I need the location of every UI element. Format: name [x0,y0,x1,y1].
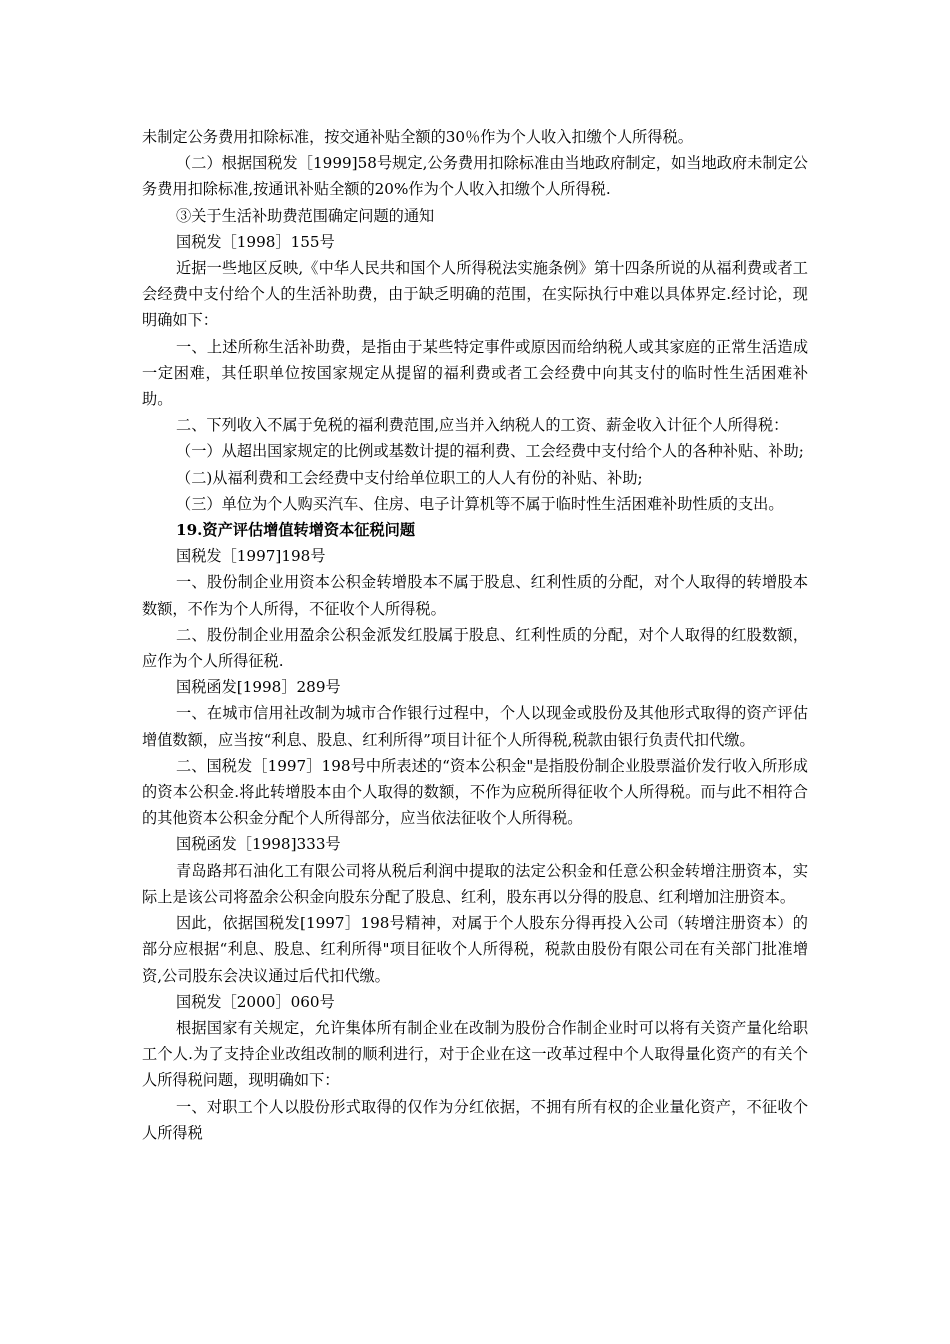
document-body [142,124,808,1146]
paragraph: 国税发［1998］155号 [176,232,335,251]
paragraph: 一、在城市信用社改制为城市合作银行过程中，个人以现金或股份及其他形式取得的资产评估增值数额，应当按“利息、股息、红利所得”项目计征个人所得税,税款由银行负责代扣代缴。 [142,704,808,749]
paragraph: （三）单位为个人购买汽车、住房、电子计算机等不属于临时性生活困难补助性质的支出。 [176,494,784,513]
paragraph: 一、股份制企业用资本公积金转增股本不属于股息、红利性质的分配，对个人取得的转增股本数额，不作为个人所得，不征收个人所得税。 [142,573,808,618]
paragraph: （二)从福利费和工会经费中支付给单位职工的人人有份的补贴、补助; [176,468,643,487]
paragraph: （二）根据国税发［1999]58号规定,公务费用扣除标准由当地政府制定，如当地政府未制定公务费用扣除标准,按通讯补贴全额的20%作为个人收入扣缴个人所得税. [142,154,808,199]
paragraph: 国税函发[1998］289号 [176,678,341,697]
paragraph: （一）从超出国家规定的比例或基数计提的福利费、工会经费中支付给个人的各种补贴、补助; [176,442,804,461]
paragraph: ③关于生活补助费范围确定问题的通知 [176,206,435,225]
paragraph: 因此，依据国税发[1997］198号精神，对属于个人股东分得再投入公司（转增注册资本）的部分应根据“利息、股息、红利所得"项目征收个人所得税，税款由股份有限公司在有关部门批准增资,公司股东会决议通过后代扣代缴。 [142,914,808,985]
paragraph: 青岛路邦石油化工有限公司将从税后利润中提取的法定公积金和任意公积金转增注册资本，实际上是该公司将盈余公积金向股东分配了股息、红利，股东再以分得的股息、红利增加注册资本。 [142,861,808,906]
paragraph: 国税函发［1998]333号 [176,835,341,854]
paragraph: 二、股份制企业用盈余公积金派发红股属于股息、红利性质的分配，对个人取得的红股数额，应作为个人所得征税. [142,625,808,671]
section-heading: 19.资产评估增值转增资本征税问题 [176,521,416,540]
paragraph: 国税发［2000］060号 [176,992,335,1011]
paragraph: 根据国家有关规定，允许集体所有制企业在改制为股份合作制企业时可以将有关资产量化给职工个人.为了支持企业改组改制的顺利进行，对于企业在这一改革过程中个人取得量化资产的有关个人所得税问题，现明确如下： [142,1018,808,1090]
paragraph: 近据一些地区反映,《中华人民共和国个人所得税法实施条例》第十四条所说的从福利费或者工会经费中支付给个人的生活补助费，由于缺乏明确的范围，在实际执行中难以具体界定.经讨论，现明确如下： [142,259,808,330]
paragraph: 二、下列收入不属于免税的福利费范围,应当并入纳税人的工资、薪金收入计征个人所得税： [176,416,789,435]
paragraph: 国税发［1997]198号 [176,547,326,566]
paragraph: 二、国税发［1997］198号中所表述的“资本公积金"是指股份制企业股票溢价发行收入所形成的资本公积金.将此转增股本由个人取得的数额，不作为应税所得征收个人所得税。而与此不相符合的其他资本公积金分配个人所得部分，应当依法征收个人所得税。 [142,756,808,828]
paragraph: 一、对职工个人以股份形式取得的仅作为分红依据，不拥有所有权的企业量化资产，不征收个人所得税 [142,1097,808,1142]
paragraph: 一、上述所称生活补助费，是指由于某些特定事件或原因而给纳税人或其家庭的正常生活造成一定困难，其任职单位按国家规定从提留的福利费或者工会经费中向其支付的临时性生活困难补助。 [142,337,808,409]
paragraph: 未制定公务费用扣除标准，按交通补贴全额的30％作为个人收入扣缴个人所得税。 [142,128,693,146]
